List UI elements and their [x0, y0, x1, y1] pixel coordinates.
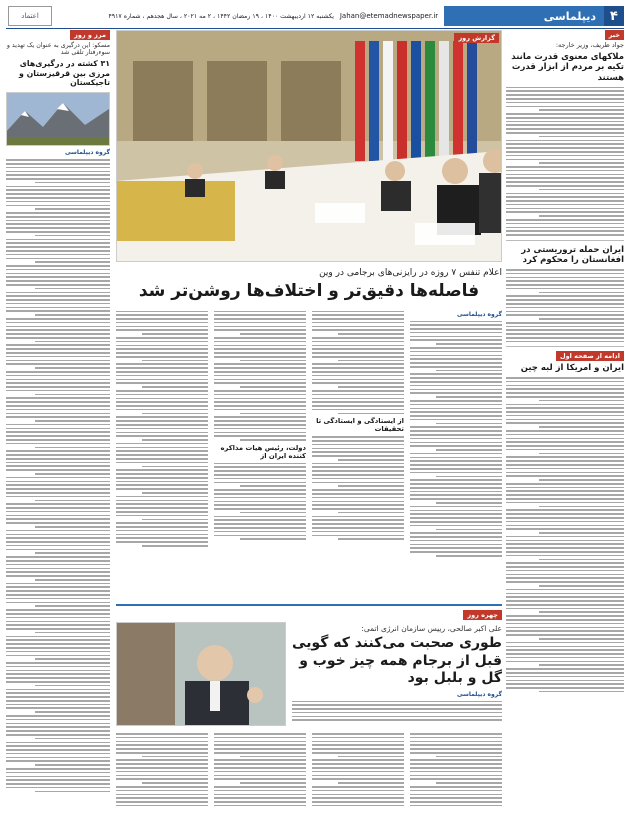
left-intro: مسکو: این درگیری به عنوان یک تهدید و سوءرفتار تلقی شد	[6, 42, 110, 56]
article-text	[410, 321, 502, 557]
article-column	[312, 308, 404, 588]
email-address: Jahan@etemadnewspaper.ir	[339, 12, 439, 20]
article-subhead: از ایستادگی و ایستادگی تا تحقیقات	[316, 417, 404, 434]
story1-lead: جواد ظریف، وزیر خارجه:	[555, 41, 624, 49]
interview-section	[116, 604, 502, 814]
article-text	[312, 311, 404, 415]
left-body	[6, 159, 110, 792]
section-title: دیپلماسی	[444, 6, 604, 26]
article-text	[312, 436, 404, 540]
divider	[506, 346, 624, 347]
main-column	[116, 30, 502, 814]
page-number: ۴	[604, 6, 624, 26]
main-subheadline: اعلام تنفس ۷ روزه در رایزنی‌های برجامی در وین	[319, 268, 502, 278]
interview-subhead: علی اکبر صالحی، رییس سازمان انرژی اتمی:	[361, 624, 502, 633]
border-kicker: مرز و روز	[70, 30, 110, 40]
report-kicker: گزارش روز	[454, 33, 499, 43]
newspaper-logo: اعتماد	[8, 6, 52, 26]
story3-title: ایران و امریکا از لبه چین	[520, 363, 624, 374]
negotiation-photo	[116, 30, 502, 262]
main-headline: فاصله‌ها دقیق‌تر و اختلاف‌ها روشن‌تر شد	[138, 281, 480, 301]
article-text	[214, 311, 306, 441]
interview-headline: طوری صحبت می‌کنند که گویی قبل از برجام همه چیز خوب و گل و بلبل بود	[292, 635, 502, 686]
article-source: گروه دیپلماسی	[456, 310, 502, 318]
interview-text	[292, 701, 502, 722]
story1-title: ملاکهای معنوی قدرت مانند تکیه بر مردم از ابزار قدرت هستند	[511, 51, 624, 84]
article-column	[116, 308, 208, 588]
article-column	[214, 308, 306, 588]
interview-kicker: چهره روز	[463, 610, 502, 620]
salehi-portrait	[116, 622, 286, 726]
interview-source: گروه دیپلماسی	[456, 690, 502, 698]
mountain-border-photo	[6, 92, 110, 146]
interview-text	[410, 733, 502, 806]
left-title: ۳۱ کشته در درگیری‌های مرزی بین قرقیزستان و تاجیکستان	[19, 59, 110, 88]
article-subhead: دولت، رئیس هیات مذاکره کننده ایران از	[220, 443, 306, 460]
main-article	[116, 308, 502, 588]
story2-title: ایران حمله تروریستی در افغانستان را محکوم کرد	[521, 244, 624, 266]
news-kicker: خبر	[605, 30, 624, 40]
continuation-kicker: ادامه از صفحه اول	[556, 351, 624, 361]
article-text	[116, 311, 208, 547]
interview-text	[312, 733, 404, 806]
right-column	[506, 30, 624, 814]
interview-text	[116, 733, 208, 806]
interview-text	[214, 733, 306, 806]
masthead	[6, 6, 624, 26]
story2-body	[506, 269, 624, 342]
dateline: یکشنبه ۱۲ اردیبهشت ۱۴۰۰ ، ۱۹ رمضان ۱۴۴۲ ، ۲ مه ۲۰۲۱ ، سال هجدهم ، شماره ۴۹۱۷	[108, 12, 334, 20]
left-source: گروه دیپلماسی	[64, 149, 110, 157]
left-column	[6, 30, 110, 814]
article-column	[410, 308, 502, 588]
story1-body	[506, 87, 624, 236]
story3-body	[506, 377, 624, 692]
masthead-rule	[6, 28, 624, 29]
divider	[506, 240, 624, 241]
article-text	[214, 463, 306, 540]
